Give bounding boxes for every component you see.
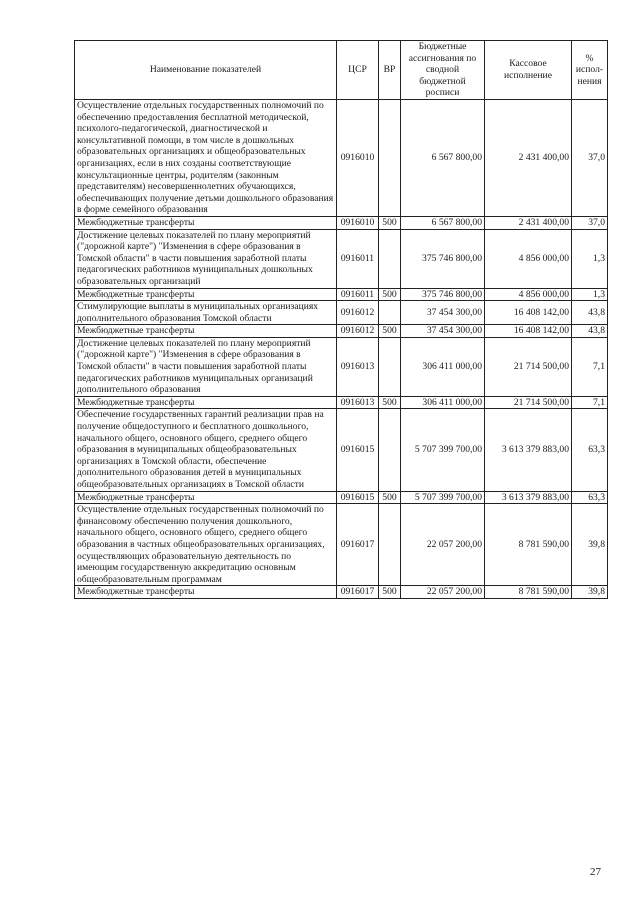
table-row [75,396,608,409]
table-row [75,100,608,217]
row-csr: 0916013 [337,396,379,409]
row-pct: 7,1 [572,396,608,409]
table-row [75,229,608,288]
row-vr: 500 [379,491,401,504]
row-csr: 0916010 [337,100,379,217]
row-csr: 0916015 [337,491,379,504]
row-budget: 306 411 000,00 [401,337,485,396]
row-csr: 0916017 [337,504,379,586]
row-budget: 6 567 800,00 [401,100,485,217]
row-csr: 0916010 [337,216,379,229]
row-pct: 63,3 [572,491,608,504]
row-vr: 500 [379,325,401,338]
row-cash: 4 856 000,00 [485,229,572,288]
row-vr: 500 [379,288,401,301]
row-csr: 0916011 [337,229,379,288]
header-cash: Кассовое исполнение [485,41,572,100]
row-cash: 21 714 500,00 [485,337,572,396]
table-row [75,491,608,504]
row-budget: 37 454 300,00 [401,325,485,338]
row-pct: 1,3 [572,229,608,288]
row-vr: 500 [379,586,401,599]
table-row [75,325,608,338]
header-vr: ВР [379,41,401,100]
row-budget: 37 454 300,00 [401,301,485,325]
table-row [75,504,608,586]
row-vr: 500 [379,216,401,229]
row-pct: 39,8 [572,586,608,599]
row-cash: 8 781 590,00 [485,586,572,599]
row-pct: 43,8 [572,301,608,325]
row-pct: 39,8 [572,504,608,586]
row-vr [379,229,401,288]
row-cash: 8 781 590,00 [485,504,572,586]
row-name: Межбюджетные трансферты [75,491,337,504]
row-pct: 63,3 [572,409,608,491]
row-cash: 16 408 142,00 [485,301,572,325]
row-pct: 37,0 [572,100,608,217]
row-budget: 5 707 399 700,00 [401,409,485,491]
row-budget: 375 746 800,00 [401,229,485,288]
row-name: Стимулирующие выплаты в муниципальных организациях дополнительного образования Томской области [75,301,337,325]
row-name: Осуществление отдельных государственных полномочий по финансовому обеспечению получения дошкольного, начального общего, основного общего, среднего общего образования в частных общеобразовательных организациях, осуществляющих образовательную деятельность по имеющим государственную аккредитацию основным общеобразовательным программам [75,504,337,586]
row-vr: 500 [379,396,401,409]
row-name: Межбюджетные трансферты [75,216,337,229]
row-name: Межбюджетные трансферты [75,288,337,301]
row-cash: 4 856 000,00 [485,288,572,301]
row-csr: 0916015 [337,409,379,491]
header-budget: Бюджетные ассигнования по сводной бюджетной росписи [401,41,485,100]
row-name: Межбюджетные трансферты [75,586,337,599]
table-row [75,288,608,301]
table-header-row [75,41,608,100]
row-name: Осуществление отдельных государственных полномочий по обеспечению предоставления бесплатной методической, психолого-педагогической, диагностической и консультативной помощи, в том числе в дошкольных образовательных организациях и общеобразовательных организациях, если в них созданы соответствующие консультационные центры, родителям (законным представителям) несовершеннолетних обучающихся, обеспечивающих получение детьми дошкольного образования в форме семейного образования [75,100,337,217]
row-name: Обеспечение государственных гарантий реализации прав на получение общедоступного и бесплатного дошкольного, начального общего, основного общего, среднего общего образования в муниципальных общеобразовательных организациях в Томской области, обеспечение дополнительного образования детей в муниципальных общеобразовательных организациях в Томской области [75,409,337,491]
row-cash: 16 408 142,00 [485,325,572,338]
row-pct: 7,1 [572,337,608,396]
budget-execution-table [74,40,608,599]
row-cash: 21 714 500,00 [485,396,572,409]
row-name: Межбюджетные трансферты [75,325,337,338]
table-row [75,337,608,396]
row-budget: 22 057 200,00 [401,586,485,599]
table-row [75,409,608,491]
row-pct: 37,0 [572,216,608,229]
row-budget: 5 707 399 700,00 [401,491,485,504]
header-csr: ЦСР [337,41,379,100]
row-budget: 375 746 800,00 [401,288,485,301]
row-vr [379,337,401,396]
row-pct: 1,3 [572,288,608,301]
row-csr: 0916012 [337,325,379,338]
table-row [75,216,608,229]
row-name: Межбюджетные трансферты [75,396,337,409]
row-pct: 43,8 [572,325,608,338]
row-csr: 0916017 [337,586,379,599]
row-name: Достижение целевых показателей по плану мероприятий ("дорожной карте") "Изменения в сфере образования в Томской области" в части повышения заработной платы педагогических работников муниципальных организаций дополнительного образования [75,337,337,396]
row-csr: 0916012 [337,301,379,325]
table-row [75,586,608,599]
row-budget: 22 057 200,00 [401,504,485,586]
row-csr: 0916013 [337,337,379,396]
row-cash: 3 613 379 883,00 [485,409,572,491]
row-budget: 6 567 800,00 [401,216,485,229]
row-cash: 3 613 379 883,00 [485,491,572,504]
row-vr [379,100,401,217]
row-budget: 306 411 000,00 [401,396,485,409]
row-vr [379,409,401,491]
page-number: 27 [590,866,601,878]
header-name: Наименование показателей [75,41,337,100]
row-cash: 2 431 400,00 [485,100,572,217]
row-csr: 0916011 [337,288,379,301]
row-vr [379,504,401,586]
row-name: Достижение целевых показателей по плану мероприятий ("дорожной карте") "Изменения в сфере образования в Томской области" в части повышения заработной платы педагогических работников муниципальных дошкольных образовательных организаций [75,229,337,288]
row-vr [379,301,401,325]
table-row [75,301,608,325]
header-pct: % испол-нения [572,41,608,100]
row-cash: 2 431 400,00 [485,216,572,229]
